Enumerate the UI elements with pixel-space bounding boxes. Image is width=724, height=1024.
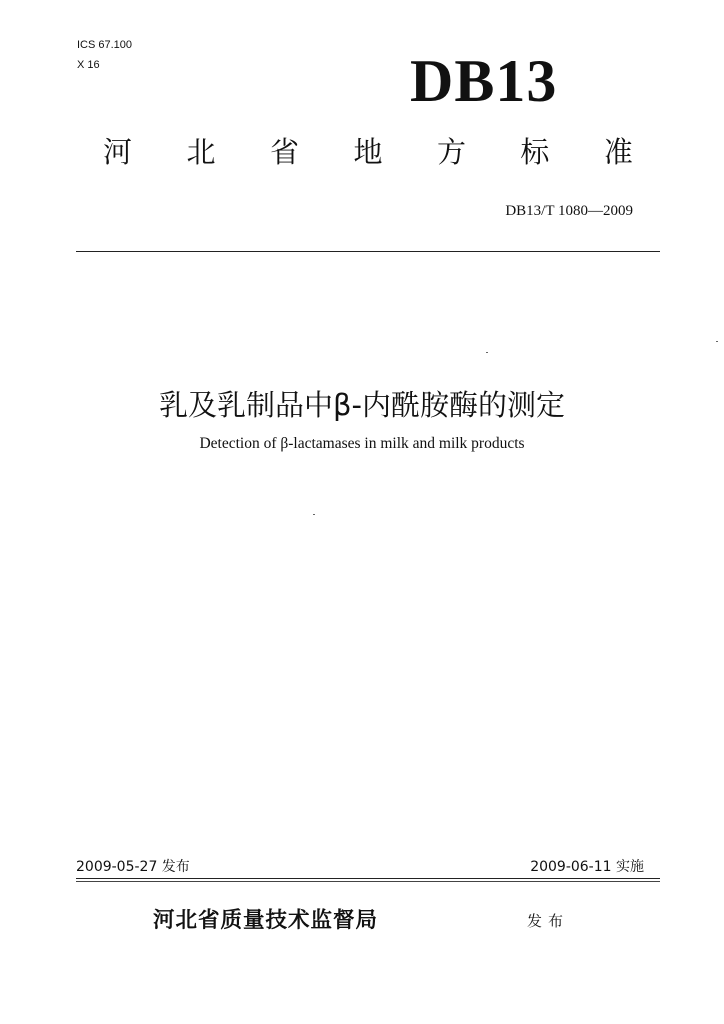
document-title-english: Detection of β-lactamases in milk and milk products [199,435,525,452]
scan-speck [486,352,488,353]
standard-type-char: 方 [436,135,466,169]
standard-number: DB13/T 1080—2009 [505,203,633,219]
document-title-chinese: 乳及乳制品中β-内酰胺酶的测定 [159,388,565,422]
standard-type-char: 地 [353,135,383,169]
footer-divider-secondary [76,881,660,882]
classification-code: X 16 [77,59,100,71]
header-divider [76,251,660,252]
footer-divider [76,878,660,879]
standard-type-char: 准 [603,135,633,169]
standard-type-char: 河 [103,135,133,169]
implementation-date: 2009-06-11 实施 [530,859,644,875]
scan-speck [313,514,315,515]
issue-date: 2009-05-27 发布 [76,859,190,875]
db-code-logo: DB13 [410,48,558,114]
standard-type-char: 北 [186,135,216,169]
ics-code: ICS 67.100 [77,39,133,51]
publisher-name: 河北省质量技术监督局 [153,908,379,933]
publish-label: 发布 [527,912,570,930]
scan-speck [716,341,718,342]
standard-type-heading [103,134,633,170]
standard-type-char: 省 [269,135,299,169]
standard-type-char: 标 [520,135,550,169]
